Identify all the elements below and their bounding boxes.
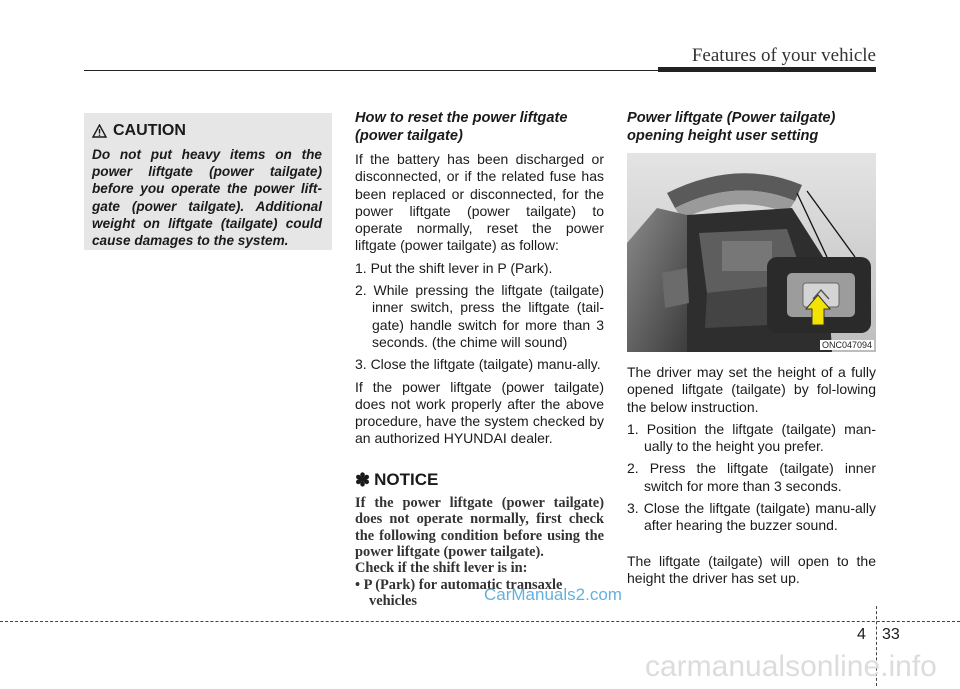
reset-outro: If the power liftgate (power tailgate) does not work properly after the above procedure, have the system checked by an authorized HYUNDAI dealer. xyxy=(355,378,604,447)
height-steps xyxy=(627,421,876,535)
height-step: 2. Press the liftgate (tailgate) inner switch for more than 3 seconds. xyxy=(627,460,876,494)
site-watermark: carmanualsonline.info xyxy=(645,650,937,683)
section-number: 4 xyxy=(857,626,866,643)
notice-text: If the power liftgate (power tailgate) does not operate normally, first check the following condition before using the power liftgate (power tailgate). xyxy=(355,494,604,560)
reset-step: 2. While pressing the liftgate (tailgate) inner switch, press the liftgate (tail-gate) handle switch for more than 3 seconds. (the chime will sound) xyxy=(355,282,604,350)
warning-triangle-icon xyxy=(92,124,107,138)
height-outro: The liftgate (tailgate) will open to the height the driver has set up. xyxy=(627,552,876,586)
height-heading: Power liftgate (Power tailgate) opening height user setting xyxy=(627,110,836,144)
caution-title: CAUTION xyxy=(113,122,186,139)
notice-header xyxy=(355,470,604,491)
notice-check: Check if the shift lever is in: xyxy=(355,560,528,577)
height-step: 3. Close the liftgate (tailgate) manu-ally after hearing the buzzer sound. xyxy=(627,500,876,534)
header-rule-accent xyxy=(658,67,876,72)
tailgate-figure xyxy=(627,153,876,352)
height-step: 1. Position the liftgate (tailgate) man-ually to the height you prefer. xyxy=(627,420,876,455)
header-title: Features of your vehicle xyxy=(691,45,876,66)
reset-heading: How to reset the power liftgate (power tailgate) xyxy=(355,110,568,144)
figure-code: ONC047094 xyxy=(821,340,872,350)
reset-step: 1. Put the shift lever in P (Park). xyxy=(355,259,553,276)
notice-title: NOTICE xyxy=(374,470,439,490)
notice-bullet: • P (Park) for automatic transaxle vehicles xyxy=(355,576,563,610)
reset-steps xyxy=(355,260,604,374)
height-section xyxy=(627,110,876,592)
overlay-watermark: CarManuals2.com xyxy=(484,585,622,604)
caution-box xyxy=(84,113,332,250)
caution-text: Do not put heavy items on the power liftgate (power tailgate) before you operate the power lift-gate (power tailgate). Additional weight on liftgate (tailgate) could cause damages to the system. xyxy=(92,147,322,249)
page-number: 33 xyxy=(882,626,900,643)
caution-header xyxy=(92,122,322,140)
header-rule xyxy=(84,70,660,71)
footer-rule xyxy=(0,621,960,622)
tailgate-illustration xyxy=(627,153,876,352)
reset-step: 3. Close the liftgate (tailgate) manu-ally. xyxy=(355,356,601,373)
reset-section xyxy=(355,110,604,610)
height-intro: The driver may set the height of a fully opened liftgate (tailgate) by fol-lowing the below instruction. xyxy=(627,364,876,415)
reset-intro: If the battery has been discharged or disconnected, or if the related fuse has been replaced or disconnected, for the power liftgate (power tailgate) to operate normally, reset the power liftgate (power tailgate) as follow: xyxy=(355,151,604,254)
notice-star-icon: ✽ xyxy=(355,469,371,490)
